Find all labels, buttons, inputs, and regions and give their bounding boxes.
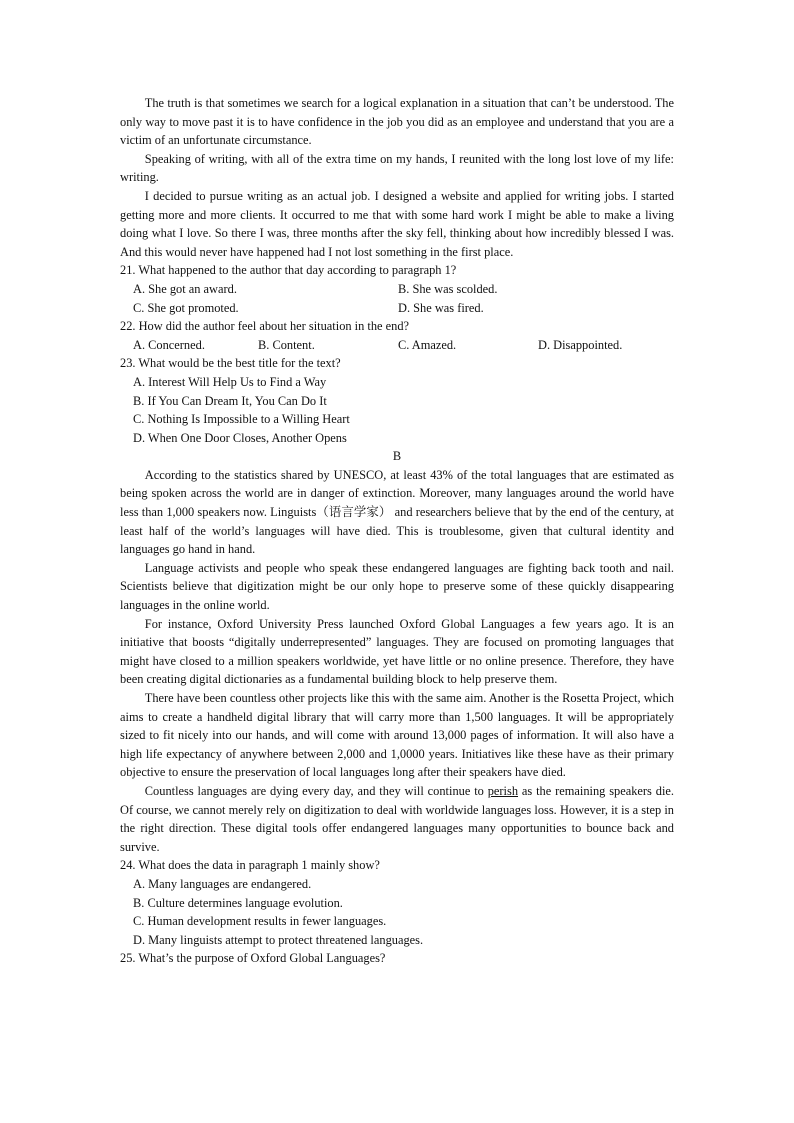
- question-24-stem: 24. What does the data in paragraph 1 mainly show?: [120, 858, 380, 873]
- paragraph-5-text-start: Countless languages are dying every day, and they will continue to: [144, 783, 488, 798]
- question-22-option-b: B. Content.: [258, 337, 315, 352]
- passage-a-paragraph-2: Speaking of writing, with all of the extra time on my hands, I reunited with the long lost love of my life: writing.: [120, 151, 674, 185]
- passage-b-paragraph-5: [120, 782, 674, 856]
- question-22-stem: 22. How did the author feel about her situation in the end?: [120, 319, 410, 334]
- question-22-option-c: C. Amazed.: [398, 337, 457, 352]
- question-21-stem: 21. What happened to the author that day according to paragraph 1?: [120, 263, 457, 278]
- question-23-option-a: A. Interest Will Help Us to Find a Way: [133, 374, 327, 389]
- question-21-option-c: C. She got promoted.: [133, 300, 239, 315]
- question-22-option-d: D. Disappointed.: [538, 337, 623, 352]
- question-23-stem: 23. What would be the best title for the text?: [120, 356, 341, 371]
- question-22-options: [120, 336, 674, 355]
- question-21-options: [120, 280, 674, 317]
- question-24-option-a: A. Many languages are endangered.: [133, 876, 312, 891]
- question-21-option-a: A. She got an award.: [133, 281, 237, 296]
- passage-b-paragraph-2: Language activists and people who speak these endangered languages are fighting back tooth and nail. Scientists believe that digitization might be our only hope to preserve some of these quickly disappearing languages in the online world.: [120, 560, 674, 613]
- question-24-option-d: D. Many linguists attempt to protect threatened languages.: [133, 932, 424, 947]
- question-25-stem: 25. What’s the purpose of Oxford Global Languages?: [120, 951, 386, 966]
- document-page: [120, 94, 674, 968]
- question-23-option-b: B. If You Can Dream It, You Can Do It: [133, 393, 327, 408]
- passage-b-paragraph-3: For instance, Oxford University Press launched Oxford Global Languages a few years ago. It is an initiative that boosts “digitally underrepresented” languages. They are focused on promoting languages that might have closed to a million speakers worldwide, yet have little or no online presence. Therefore, they have been creating digital dictionaries as a fundamental building block to help preserve them.: [120, 616, 674, 687]
- passage-b-paragraph-4: There have been countless other projects like this with the same aim. Another is the Rosetta Project, which aims to create a handheld digital library that will carry more than 1,500 languages. It will be appropriately sized to fit nicely into our hands, and will come with around 13,000 pages of information. It will also have a high life expectancy of anywhere between 2,000 and 1,0000 years. Initiatives like these have as their primary objective to ensure the preservation of local languages long after their speakers have died.: [120, 691, 674, 780]
- underlined-word-perish: perish: [487, 783, 519, 798]
- passage-b-paragraph-1: According to the statistics shared by UNESCO, at least 43% of the total languages that are estimated as being spoken across the world are in danger of extinction. Moreover, many languages around the world have less than 1,000 speakers now. Linguists（语言学家） and researchers believe that by the end of the century, at least half of the world’s languages will have died. This is troublesome, given that cultural identity and languages go hand in hand.: [120, 467, 674, 557]
- question-21-option-d: D. She was fired.: [398, 300, 484, 315]
- passage-a-paragraph-3: I decided to pursue writing as an actual job. I designed a website and applied for writing jobs. I started getting more and more clients. It occurred to me that with some hard work I might be able to make a living doing what I love. So there I was, three months after the sky fell, thinking about how incredibly blessed I was. And this would never have happened had I not lost something in the first place.: [120, 188, 674, 259]
- question-21-option-b: B. She was scolded.: [398, 281, 498, 296]
- paragraph-5-text-end: as the remaining speakers die. Of course, we cannot merely rely on digitization to deal with worldwide languages loss. However, it is a step in the right direction. These digital tools offer endangered languages many opportunities to bounce back and survive.: [120, 783, 674, 854]
- passage-a-paragraph-1: The truth is that sometimes we search for a logical explanation in a situation that can’t be understood. The only way to move past it is to have confidence in the job you did as an employee and understand that you are a victim of an unfortunate circumstance.: [120, 96, 674, 148]
- question-24-option-c: C. Human development results in fewer languages.: [133, 914, 387, 929]
- question-23-option-c: C. Nothing Is Impossible to a Willing Heart: [133, 412, 350, 427]
- section-b-heading: B: [392, 449, 402, 464]
- question-24-option-b: B. Culture determines language evolution.: [133, 895, 343, 910]
- question-22-option-a: A. Concerned.: [133, 337, 205, 352]
- question-23-option-d: D. When One Door Closes, Another Opens: [133, 430, 347, 445]
